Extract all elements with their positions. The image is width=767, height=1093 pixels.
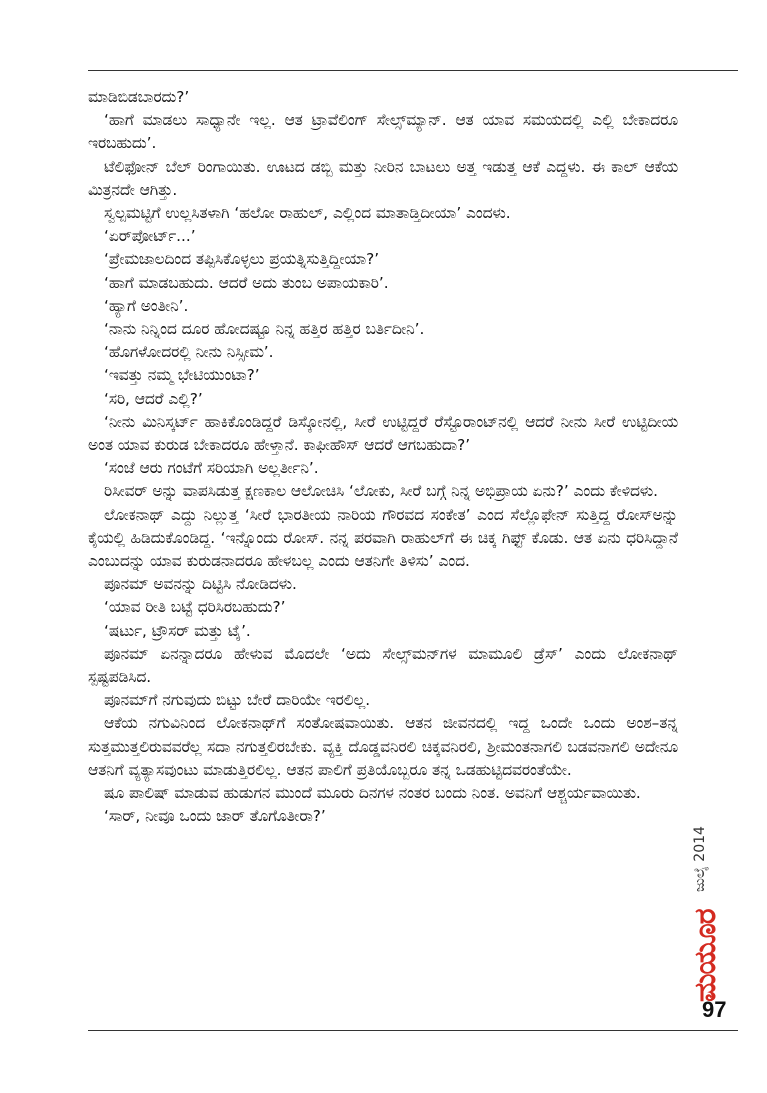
magazine-sidebar xyxy=(686,806,726,1006)
paragraph: ಸ್ವಲ್ಪಮಟ್ಟಿಗೆ ಉಲ್ಲಸಿತಳಾಗಿ ‘ಹಲೋ ರಾಹುಲ್, ಎಲ್ಲಿಂದ ಮಾತಾಡ್ತಿದೀಯಾ’ ಎಂದಳು. xyxy=(104,204,511,223)
header-rule xyxy=(88,70,738,71)
paragraph: ಷೂ ಪಾಲಿಷ್ ಮಾಡುವ ಹುಡುಗನ ಮುಂದೆ ಮೂರು ದಿನಗಳ ನಂತರ ಬಂದು ನಿಂತ. ಅವನಿಗೆ ಆಶ್ಚರ್ಯವಾಯಿತು. xyxy=(104,784,641,803)
paragraph: ಮಾಡಿಬಿಡಬಾರದು?’ xyxy=(88,88,190,106)
paragraph: ‘ಯಾವ ರೀತಿ ಬಟ್ಟೆ ಧರಿಸಿರಬಹುದು?’ xyxy=(104,598,286,617)
paragraph: ‘ಪ್ರೇಮಜಾಲದಿಂದ ತಪ್ಪಿಸಿಕೊಳ್ಳಲು ಪ್ರಯತ್ನಿಸುತ್ತಿದ್ದೀಯಾ?’ xyxy=(104,250,380,269)
footer-rule xyxy=(88,1030,738,1031)
story-text xyxy=(88,86,678,829)
magazine-logo: ಮಯೂರ xyxy=(688,909,723,1002)
paragraph: ‘ಇವತ್ತು ನಮ್ಮ ಭೇಟಿಯುಂಟಾ?’ xyxy=(104,366,260,385)
issue-date: ಜುಲೈ 2014 xyxy=(692,826,708,892)
page-number: 97 xyxy=(702,997,727,1022)
paragraph: ‘ಹ್ಯಾಗೆ ಅಂತೀನಿ’. xyxy=(104,296,189,315)
paragraph: ‘ಹಾಗೆ ಮಾಡಲು ಸಾಧ್ಯಾನೇ ಇಲ್ಲ. ಆತ ಟ್ರಾವೆಲಿಂಗ್ ಸೇಲ್ಸ್‌ಮ್ಯಾನ್. ಆತ ಯಾವ ಸಮಯದಲ್ಲಿ ಎಲ್ಲಿ ಬೇಕಾದರೂ ಇರಬಹುದು’. xyxy=(88,111,678,153)
paragraph: ಪೂನಮ್‌ಗೆ ನಗುವುದು ಬಿಟ್ಟು ಬೇರೆ ದಾರಿಯೇ ಇರಲಿಲ್ಲ. xyxy=(104,691,371,710)
paragraph: ‘ಏರ್‌ಪೋರ್ಟ್...’ xyxy=(104,227,196,246)
paragraph: ‘ಹೊಗಳೋದರಲ್ಲಿ ನೀನು ನಿಸ್ಸೀಮ’. xyxy=(104,343,274,362)
paragraph: ‘ಸಂಜೆ ಆರು ಗಂಟೆಗೆ ಸರಿಯಾಗಿ ಅಲ್ಲರ್ತೀನಿ’. xyxy=(104,459,319,478)
paragraph: ‘ನಾನು ನಿನ್ನಿಂದ ದೂರ ಹೋದಷ್ಟೂ ನಿನ್ನ ಹತ್ತಿರ ಹತ್ತಿರ ಬರ್ತಿದೀನಿ’. xyxy=(104,320,425,339)
paragraph: ‘ಹಾಗೆ ಮಾಡಬಹುದು. ಆದರೆ ಅದು ತುಂಬ ಅಪಾಯಕಾರಿ’. xyxy=(104,273,389,292)
paragraph: ಆಕೆಯ ನಗುವಿನಿಂದ ಲೋಕನಾಥ್‌ಗೆ ಸಂತೋಷವಾಯಿತು. ಆತನ ಜೀವನದಲ್ಲಿ ಇದ್ದ ಒಂದೇ ಒಂದು ಅಂಶ–ತನ್ನ ಸುತ್ತಮುತ್ತಲಿರುವವರೆಲ್ಲ ಸದಾ ನಗುತ್ತಲಿರಬೇಕು. ವ್ಯಕ್ತಿ ದೊಡ್ಡವನಿರಲಿ ಚಿಕ್ಕವನಿರಲಿ, ಶ್ರೀಮಂತನಾಗಲಿ ಬಡವನಾಗಲಿ ಅದೇನೂ ಆತನಿಗೆ ವ್ಯತ್ಯಾಸವುಂಟು ಮಾಡುತ್ತಿರಲಿಲ್ಲ. ಆತನ ಪಾಲಿಗೆ ಪ್ರತಿಯೊಬ್ಬರೂ ತನ್ನ ಒಡಹುಟ್ಟಿದವರಂತೆಯೇ. xyxy=(88,714,678,779)
paragraph: ಟೆಲಿಫೋನ್ ಬೆಲ್ ರಿಂಗಾಯಿತು. ಊಟದ ಡಬ್ಬಿ ಮತ್ತು ನೀರಿನ ಬಾಟಲು ಅತ್ತ ಇಡುತ್ತ ಆಕೆ ಎದ್ದಳು. ಈ ಕಾಲ್ ಆಕೆಯ ಮಿತ್ರನದೇ ಆಗಿತ್ತು. xyxy=(88,157,678,199)
paragraph: ಪೂನಮ್ ಏನನ್ನಾದರೂ ಹೇಳುವ ಮೊದಲೇ ‘ಅದು ಸೇಲ್ಸ್‌ಮನ್‌ಗಳ ಮಾಮೂಲಿ ಡ್ರೆಸ್’ ಎಂದು ಲೋಕನಾಥ್ ಸ್ಪಷ್ಟಪಡಿಸಿದ. xyxy=(88,644,678,687)
paragraph: ಲೋಕನಾಥ್ ಎದ್ದು ನಿಲ್ಲುತ್ತ ‘ಸೀರೆ ಭಾರತೀಯ ನಾರಿಯ ಗೌರವದ ಸಂಕೇತ’ ಎಂದ ಸೆಲ್ಲೊಫೇನ್ ಸುತ್ತಿದ್ದ ರೋಸ್‌ಅನ್ನು ಕೈಯಲ್ಲಿ ಹಿಡಿದುಕೊಂಡಿದ್ದ. ‘ಇನ್ನೊಂದು ರೋಸ್. ನನ್ನ ಪರವಾಗಿ ರಾಹುಲ್‌ಗೆ ಈ ಚಿಕ್ಕ ಗಿಫ್ಟ್ ಕೊಡು. ಆತ ಏನು ಧರಿಸಿದ್ದಾನೆ ಎಂಬುದನ್ನು ಯಾವ ಕುರುಡನಾದರೂ ಹೇಳಬಲ್ಲ ಎಂದು ಆತನಿಗೇ ತಿಳಿಸು’ ಎಂದ. xyxy=(88,505,678,571)
paragraph: ಪೂನಮ್ ಅವನನ್ನು ದಿಟ್ಟಿಸಿ ನೋಡಿದಳು. xyxy=(104,575,297,594)
paragraph: ರಿಸೀವರ್ ಅನ್ನು ವಾಪಸಿಡುತ್ತ ಕ್ಷಣಕಾಲ ಆಲೋಚಿಸಿ ‘ಲೋಕು, ಸೀರೆ ಬಗ್ಗೆ ನಿನ್ನ ಅಭಿಪ್ರಾಯ ಏನು?’ ಎಂದು ಕೇಳಿದಳು. xyxy=(104,482,658,501)
paragraph: ‘ಸರಿ, ಆದರೆ ಎಲ್ಲಿ?’ xyxy=(104,389,203,408)
paragraph: ‘ಸಾರ್, ನೀವೂ ಒಂದು ಜಾರ್ ತೊಗೊತೀರಾ?’ xyxy=(104,807,326,826)
paragraph: ‘ಷರ್ಟು, ಟ್ರೌಸರ್ ಮತ್ತು ಟೈ’. xyxy=(104,621,251,640)
paragraph: ‘ನೀನು ಮಿನಿಸ್ಕರ್ಟ್ ಹಾಕಿಕೊಂಡಿದ್ದರೆ ಡಿಸ್ಕೋನಲ್ಲಿ, ಸೀರೆ ಉಟ್ಟಿದ್ದರೆ ರೆಸ್ಟೊರಾಂಟ್‌ನಲ್ಲಿ ಆದರೆ ನೀನು ಸೀರೆ ಉಟ್ಟಿದೀಯ ಅಂತ ಯಾವ ಕುರುಡ ಬೇಕಾದರೂ ಹೇಳ್ತಾನೆ. ಕಾಫೀಹೌಸ್ ಆದರೆ ಆಗಬಹುದಾ?’ xyxy=(88,412,678,455)
